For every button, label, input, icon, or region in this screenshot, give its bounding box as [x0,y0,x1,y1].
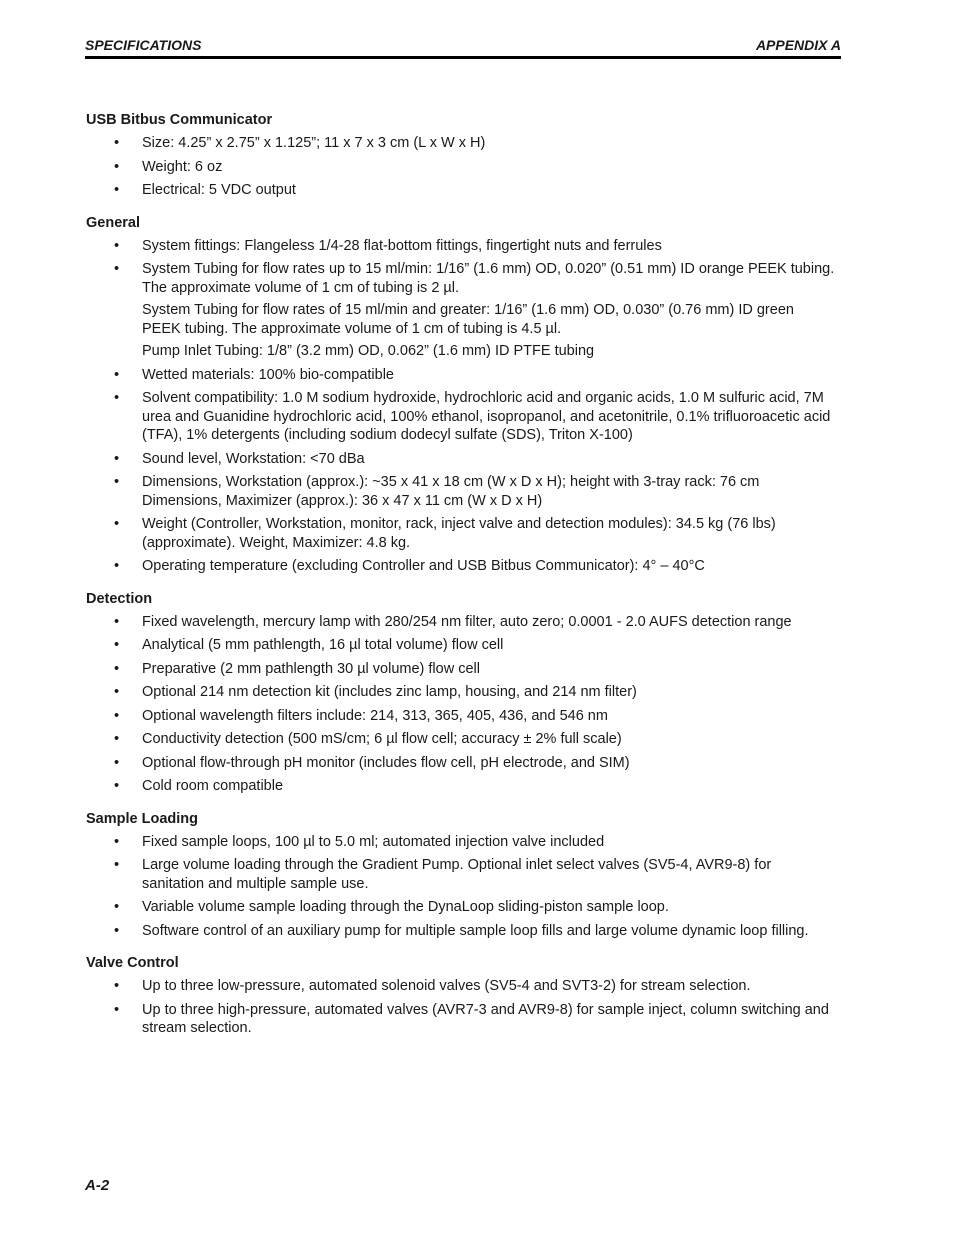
bullet-marker: • [114,778,120,794]
bullet-marker: • [114,450,120,467]
spec-list-item [86,754,836,773]
bullet-marker: • [114,978,120,994]
spec-text: Optional 214 nm detection kit (includes zinc lamp, housing, and 214 nm filter) [142,684,637,700]
spec-list-item [86,977,836,996]
spec-text: Preparative (2 mm pathlength 30 µl volume) flow cell [142,660,480,677]
spec-text: Up to three low-pressure, automated solenoid valves (SV5-4 and SVT3-2) for stream selection. [142,978,751,994]
bullet-marker: • [114,366,120,383]
bullet-marker: • [114,833,120,850]
spec-list-item [86,260,836,361]
spec-section [86,111,836,200]
spec-list-item [86,833,836,852]
spec-list-item [86,730,836,749]
spec-text: Software control of an auxiliary pump for multiple sample loop fills and large volume dynamic loop filling. [142,922,809,939]
spec-list-item [86,237,836,256]
spec-list-item [86,450,836,469]
spec-list-item [86,683,836,702]
bullet-marker: • [114,1001,120,1018]
running-header [85,37,841,53]
spec-list-item [86,515,836,552]
spec-text: Sound level, Workstation: <70 dBa [142,450,365,467]
header-appendix-label: APPENDIX A [755,37,841,53]
spec-text: Wetted materials: 100% bio-compatible [142,366,394,383]
spec-section [86,810,836,941]
spec-text: Up to three high-pressure, automated valves (AVR7-3 and AVR9-8) for sample inject, column switching and stream selection. [142,1001,829,1036]
spec-list-item [86,1001,836,1038]
spec-text: Operating temperature (excluding Controller and USB Bitbus Communicator): 4° – 40°C [142,558,705,574]
spec-text: Cold room compatible [142,778,284,794]
spec-section [86,954,836,1038]
spec-text: Electrical: 5 VDC output [142,182,296,198]
spec-text: Optional wavelength filters include: 214, 313, 365, 405, 436, and 546 nm [142,707,608,724]
bullet-marker: • [114,390,120,406]
spec-list-item [86,181,836,200]
spec-list [86,833,836,941]
bullet-marker: • [114,731,120,747]
bullet-marker: • [114,516,120,532]
section-heading: Valve Control [86,955,179,971]
spec-list-item [86,158,836,177]
bullet-marker: • [114,660,120,677]
spec-list-item [86,660,836,679]
bullet-marker: • [114,857,120,873]
spec-text: Fixed wavelength, mercury lamp with 280/254 nm filter, auto zero; 0.0001 - 2.0 AUFS detection range [142,613,792,630]
spec-list [86,134,836,200]
spec-text: System Tubing for flow rates up to 15 ml/min: 1/16” (1.6 mm) OD, 0.020” (0.51 mm) ID orange PEEK tubing. The approximate volume of 1 cm of tubing is 2 µl. [142,261,835,296]
spec-list-item [86,473,836,510]
bullet-marker: • [114,922,120,939]
spec-text: Size: 4.25” x 2.75” x 1.125”; 11 x 7 x 3 cm (L x W x H) [142,135,486,151]
section-heading: Sample Loading [86,810,198,827]
spec-list-item [86,922,836,941]
spec-list [86,977,836,1038]
spec-text: Fixed sample loops, 100 µl to 5.0 ml; automated injection valve included [142,833,605,850]
bullet-marker: • [114,558,120,574]
spec-list-item [86,636,836,655]
spec-list [86,237,836,576]
spec-section [86,214,836,576]
spec-text: Weight (Controller, Workstation, monitor, rack, inject valve and detection modules): 34.5 kg (76 lbs) (approximate). Weight, Maximizer: 4.8 kg. [142,516,776,551]
section-heading: USB Bitbus Communicator [86,112,273,128]
spec-list-item [86,856,836,893]
spec-list-item [86,557,836,576]
bullet-marker: • [114,613,120,630]
spec-text: Pump Inlet Tubing: 1/8” (3.2 mm) OD, 0.062” (1.6 mm) ID PTFE tubing [142,343,595,359]
spec-text: Conductivity detection (500 mS/cm; 6 µl flow cell; accuracy ± 2% full scale) [142,731,622,747]
bullet-marker: • [114,474,120,490]
spec-list [86,613,836,796]
spec-text: Large volume loading through the Gradient Pump. Optional inlet select valves (SV5-4, AVR9-8) for sanitation and multiple sample use. [142,857,772,892]
spec-list-item [86,707,836,726]
header-divider [85,56,841,59]
page-number: A-2 [85,1177,110,1194]
section-heading: General [86,214,140,231]
spec-text: System Tubing for flow rates of 15 ml/min and greater: 1/16” (1.6 mm) OD, 0.030” (0.76 mm) ID green PEEK tubing. The approximate volume of 1 cm of tubing is 4.5 µl. [142,302,794,337]
bullet-marker: • [114,182,120,198]
spec-list-item [86,777,836,796]
spec-text: Analytical (5 mm pathlength, 16 µl total volume) flow cell [142,637,504,653]
spec-list-item [86,389,836,445]
bullet-marker: • [114,261,120,277]
bullet-marker: • [114,135,120,151]
spec-text: System fittings: Flangeless 1/4-28 flat-bottom fittings, fingertight nuts and ferrules [142,237,662,254]
spec-text: Optional flow-through pH monitor (includes flow cell, pH electrode, and SIM) [142,754,630,771]
spec-list-item [86,898,836,917]
header-section-title: SPECIFICATIONS [85,37,202,53]
spec-list-item [86,366,836,385]
spec-text: Variable volume sample loading through the DynaLoop sliding-piston sample loop. [142,899,669,915]
bullet-marker: • [114,237,120,254]
bullet-marker: • [114,754,120,771]
spec-text: Weight: 6 oz [142,158,223,175]
spec-text: Dimensions, Workstation (approx.): ~35 x 41 x 18 cm (W x D x H); height with 3-tray rack: 76 cm Dimensions, Maximizer (approx.): 36 x 47 x 11 cm (W x D x H) [142,474,760,509]
bullet-marker: • [114,707,120,724]
bullet-marker: • [114,637,120,653]
spec-list-item [86,134,836,153]
bullet-marker: • [114,158,120,175]
spec-section [86,590,836,796]
specifications-content [86,111,836,1043]
bullet-marker: • [114,899,120,915]
spec-text: Solvent compatibility: 1.0 M sodium hydroxide, hydrochloric acid and organic acids, 1.0 M sulfuric acid, 7M urea and Guanidine hydrochloric acid, 100% ethanol, isopropanol, and acetonitrile, 0.1% trifluoroacetic acid (TFA), 1% detergents (including sodium dodecyl sulfate (SDS), Triton X-100) [142,390,831,443]
section-heading: Detection [86,590,153,607]
spec-list-item [86,613,836,632]
bullet-marker: • [114,684,120,700]
